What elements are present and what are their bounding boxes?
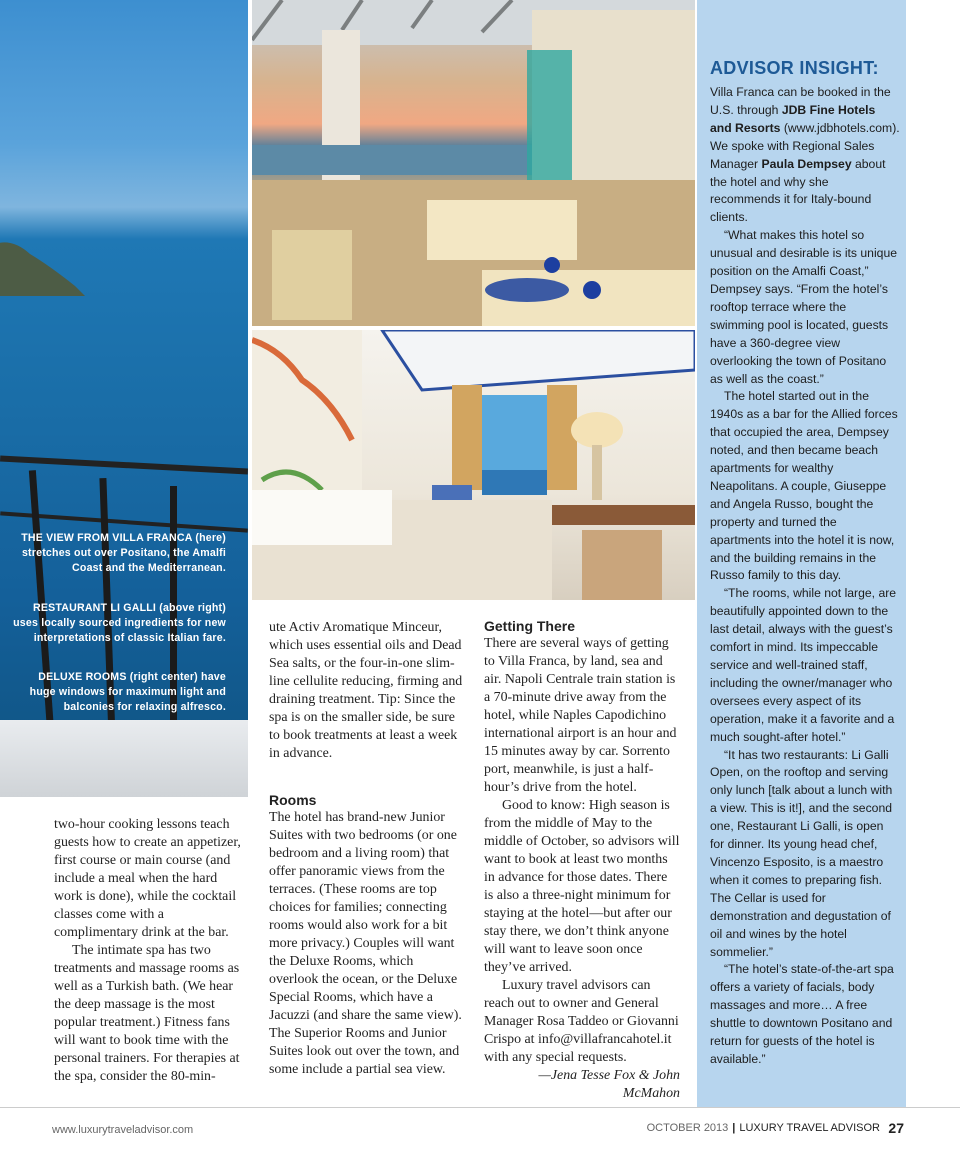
article-paragraph: There are several ways of getting to Villa Franca, by land, sea and air. Napoli Centrale train station is a 70-minute drive away from the hotel, while Naples Capodichino international airport is an hour and 15 minutes away by car. Sorrento port, meanwhile, is just a half-hour’s drive from the hotel. <box>484 636 677 795</box>
restaurant-illustration <box>252 0 695 326</box>
footer-url: www.luxurytraveladvisor.com <box>52 1124 194 1136</box>
sidebar-paragraph: “What makes this hotel so unusual and desirable is its unique position on the Amalfi Coast,” Dempsey says. “From the hotel’s rooftop terrace where the swimming pool is located, guests have a 360-degree view overlooking the town of Positano as well as the coast.” <box>710 228 898 386</box>
getting-there-heading: Getting There <box>484 618 576 634</box>
footer-publication: LUXURY TRAVEL ADVISOR <box>739 1122 880 1134</box>
advisor-insight-sidebar <box>697 0 906 1107</box>
sidebar-paragraph: “The hotel’s state-of-the-art spa offers a variety of facials, body massages and more… A free shuttle to downtown Positano and return for guests of the hotel is available.” <box>710 962 894 1066</box>
caption-view: THE VIEW FROM VILLA FRANCA (here) stretches out over Positano, the Amalfi Coast and the Mediterranean. <box>21 532 226 574</box>
deluxe-room-photo <box>252 330 695 600</box>
coastline-cliff <box>0 236 85 296</box>
footer-divider <box>0 1107 960 1108</box>
footer-issue-line <box>647 1122 880 1134</box>
sidebar-title: ADVISOR INSIGHT: <box>710 58 879 78</box>
article-paragraph: The intimate spa has two treatments and massage rooms as well as a Turkish bath. (We hear the deep massage is the most popular treatment.) Fitness fans will want to book time with the personal trainers. For therapies at the spa, consider the 80-min- <box>54 943 240 1084</box>
article-paragraph: Good to know: High season is from the middle of May to the middle of October, so advisors will want to book at least two months in advance for those dates. There is also a three-night minimum for staying at the hotel—but after our stay there, we don’t think anyone will want to leave soon once they’ve arrived. <box>484 798 680 975</box>
room-illustration <box>252 330 695 600</box>
article-paragraph: The hotel has brand-new Junior Suites with two bedrooms (or one bedroom and a living room) that offer panoramic views from the terraces. (These rooms are top choices for families; connecting rooms would also work for a bit more privacy.) Couples will want the Deluxe Rooms, which overlook the ocean, or the Deluxe Special Rooms, which have a Jacuzzi (and share the same view). The Superior Rooms and Junior Suites look out over the town, and some include a partial sea view. <box>269 810 462 1077</box>
balcony-rail-top <box>0 456 248 475</box>
sidebar-paragraph: Villa Franca can be booked in the U.S. through JDB Fine Hotels and Resorts (www.jdbhotels.com). We spoke with Regional Sales Manager Paula Dempsey about the hotel and why she recommends it for Italy-bound clients. <box>710 85 900 225</box>
article-column-3 <box>484 617 680 1103</box>
sidebar-body <box>710 84 900 1069</box>
caption-deluxe-rooms: DELUXE ROOMS (right center) have huge windows for maximum light and balconies for relaxing alfresco. <box>29 671 226 713</box>
article-paragraph: ute Activ Aromatique Minceur, which uses essential oils and Dead Sea salts, or the four-in-one slim-line cellulite reducing, firming and draining treatment. Tip: Since the spa is on the smaller side, be sure to book treatments at least a week in advance. <box>269 620 463 761</box>
positano-sea-photo <box>0 0 248 797</box>
article-paragraph: Luxury travel advisors can reach out to owner and General Manager Rosa Taddeo or Giovanni Crispo at info@villafrancahotel.it with any special requests. <box>484 978 679 1065</box>
article-paragraph: two-hour cooking lessons teach guests how to create an appetizer, first course or main course (and include a meal when the hard work is done), while the cocktail classes come with a complimentary drink at the bar. <box>54 817 241 940</box>
terrace-ledge <box>0 720 248 797</box>
restaurant-li-galli-photo <box>252 0 695 326</box>
sidebar-paragraph: “The rooms, while not large, are beautifully appointed down to the last detail, always with the guest’s comfort in mind. Its impeccable service and well-trained staff, including the owner/manager who oversees every aspect of its operation, make it a favorite and a much sought-after hotel.” <box>710 586 897 744</box>
footer-issue: OCTOBER 2013 <box>646 1122 729 1134</box>
rooms-heading: Rooms <box>269 792 317 808</box>
article-column-2 <box>269 619 463 1079</box>
author-signature: —Jena Tesse Fox & John McMahon <box>538 1068 680 1101</box>
footer-separator: | <box>732 1122 736 1134</box>
article-column-1 <box>54 816 248 1086</box>
sidebar-paragraph: “It has two restaurants: Li Galli Open, on the rooftop and serving only lunch [talk about a lunch with a view. This is it!], and the second one, Restaurant Li Galli, is open for dinner. Its young head chef, Vincenzo Esposito, is a maestro when it comes to preparing fish. The Cellar is used for demonstration and degustation of oil and wines by the hotel sommelier.” <box>710 747 893 959</box>
sidebar-paragraph: The hotel started out in the 1940s as a bar for the Allied forces that occupied the area, Dempsey noted, and then became beach apartments for wealthy Neapolitans. A couple, Giuseppe and Angela Russo, bought the property and turned the apartments into the hotel it is now, and the building remains in the Russo family to this day. <box>710 389 898 583</box>
page-number: 27 <box>888 1120 904 1136</box>
caption-restaurant: RESTAURANT LI GALLI (above right) uses locally sourced ingredients for new interpretations of classic Italian fare. <box>13 602 226 644</box>
